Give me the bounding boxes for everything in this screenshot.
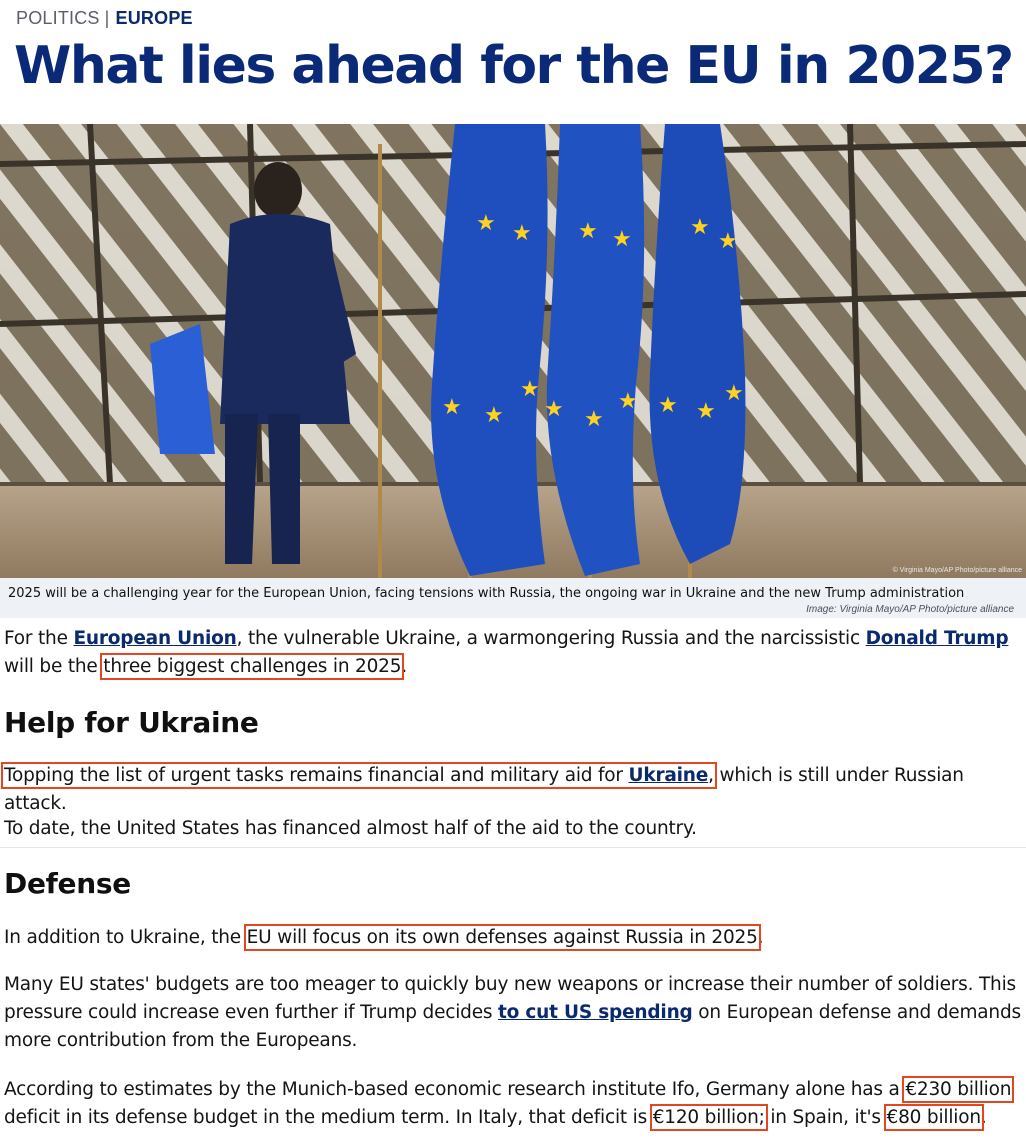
photo-credit-overlay: © Virginia Mayo/AP Photo/picture alliance [892, 567, 1022, 574]
link-european-union[interactable]: European Union [73, 628, 237, 649]
article-photo [0, 124, 1026, 578]
defense-paragraph-1: In addition to Ukraine, the EU will focus on its own defenses against Russia in 2025. [4, 927, 764, 948]
defense-paragraph-3: According to estimates by the Munich-based economic research institute Ifo, Germany alone has a €230 billion deficit in its defense budget in the medium term. In Italy, that deficit is €120 billion; in Spain, it's €80 billion. [4, 1079, 1012, 1128]
svg-text:★: ★ [484, 403, 504, 428]
svg-text:★: ★ [512, 221, 532, 246]
svg-text:★: ★ [718, 229, 738, 254]
photo-caption: 2025 will be a challenging year for the European Union, facing tensions with Russia, the ongoing war in Ukraine and the new Trump administration [8, 586, 965, 601]
highlight-urgent-tasks: Topping the list of urgent tasks remains financial and military aid for Ukraine, [4, 765, 714, 786]
svg-text:★: ★ [658, 393, 678, 418]
svg-text:★: ★ [618, 389, 638, 414]
highlight-three-challenges: three biggest challenges in 2025 [103, 656, 402, 677]
svg-text:★: ★ [544, 397, 564, 422]
section-link[interactable]: POLITICS [16, 8, 100, 28]
highlight-germany-deficit: €230 billion [905, 1079, 1012, 1100]
ukraine-paragraph-2: To date, the United States has financed almost half of the aid to the country. [4, 818, 697, 839]
link-ukraine[interactable]: Ukraine [628, 765, 709, 786]
link-donald-trump[interactable]: Donald Trump [865, 628, 1009, 649]
section-divider [0, 847, 1026, 848]
eu-flags-photo-illustration [0, 124, 1026, 578]
breadcrumb [16, 8, 193, 29]
article-headline: What lies ahead for the EU in 2025? [14, 36, 1013, 96]
category-link[interactable]: EUROPE [115, 8, 193, 28]
ukraine-paragraph-1: Topping the list of urgent tasks remains financial and military aid for Ukraine, which is still under Russian attack. [4, 765, 964, 814]
heading-help-for-ukraine: Help for Ukraine [4, 706, 259, 739]
highlight-spain-deficit: €80 billion [886, 1107, 981, 1128]
svg-text:★: ★ [696, 399, 716, 424]
svg-text:★: ★ [578, 219, 598, 244]
svg-text:★: ★ [612, 227, 632, 252]
svg-text:★: ★ [476, 211, 496, 236]
highlight-italy-deficit: €120 billion; [652, 1107, 765, 1128]
svg-text:★: ★ [584, 407, 604, 432]
heading-defense: Defense [4, 867, 131, 900]
breadcrumb-separator: | [104, 8, 110, 28]
svg-text:★: ★ [690, 215, 710, 240]
photo-credit: Image: Virginia Mayo/AP Photo/picture alliance [806, 604, 1014, 615]
highlight-eu-defenses: EU will focus on its own defenses against Russia in 2025 [246, 927, 758, 948]
intro-paragraph: For the European Union, the vulnerable Ukraine, a warmongering Russia and the narcissistic Donald Trump will be the three biggest challenges in 2025. [4, 628, 1009, 677]
svg-text:★: ★ [724, 381, 744, 406]
svg-text:★: ★ [442, 395, 462, 420]
photo-caption-box [0, 578, 1026, 618]
defense-paragraph-2: Many EU states' budgets are too meager to quickly buy new weapons or increase their number of soldiers. This pressure could increase even further if Trump decides to cut US spending on European defense and demands more contribution from the Europeans. [4, 974, 1021, 1051]
svg-text:★: ★ [520, 377, 540, 402]
link-cut-us-spending[interactable]: to cut US spending [498, 1002, 693, 1023]
